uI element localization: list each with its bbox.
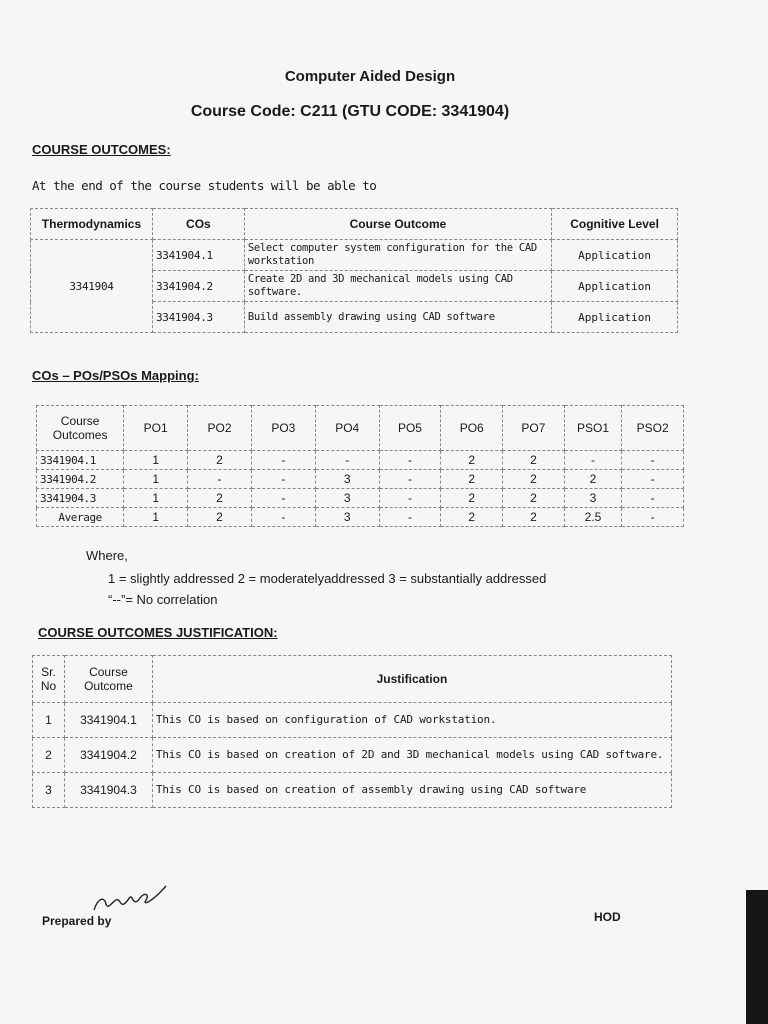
table-cell: 2 xyxy=(188,451,252,470)
table-cell: 2 xyxy=(188,508,252,527)
course-outcome-text: Build assembly drawing using CAD software xyxy=(244,302,551,333)
where-label: Where, xyxy=(86,548,128,563)
column-header: Course Outcome xyxy=(64,656,152,703)
cognitive-level: Application xyxy=(552,302,678,333)
column-header: PO5 xyxy=(379,406,441,451)
column-header: PSO2 xyxy=(622,406,684,451)
table-cell: 1 xyxy=(124,508,188,527)
justification-heading: COURSE OUTCOMES JUSTIFICATION: xyxy=(38,625,278,640)
serial-number: 1 xyxy=(33,703,65,738)
table-cell: 2 xyxy=(564,470,621,489)
correlation-legend: 1 = slightly addressed 2 = moderatelyaddressed 3 = substantially addressed xyxy=(108,571,547,586)
row-label: 3341904.3 xyxy=(37,489,124,508)
table-cell: - xyxy=(379,508,441,527)
hod-label: HOD xyxy=(594,910,621,924)
column-header: COs xyxy=(152,209,244,240)
subject-code: 3341904 xyxy=(31,240,153,333)
column-header: PO6 xyxy=(441,406,503,451)
co-code: 3341904.3 xyxy=(152,302,244,333)
table-header-row xyxy=(37,406,684,451)
table-row xyxy=(37,451,684,470)
co-code: 3341904.3 xyxy=(64,773,152,808)
co-code: 3341904.1 xyxy=(152,240,244,271)
table-cell: 2 xyxy=(503,508,565,527)
table-cell: 2 xyxy=(441,508,503,527)
row-label: 3341904.2 xyxy=(37,470,124,489)
table-header-row xyxy=(33,656,672,703)
justification-text: This CO is based on creation of 2D and 3D mechanical models using CAD software. xyxy=(152,738,671,773)
table-cell: - xyxy=(379,451,441,470)
course-outcomes-table xyxy=(30,208,678,333)
table-cell: - xyxy=(315,451,379,470)
cognitive-level: Application xyxy=(552,271,678,302)
prepared-by-label: Prepared by xyxy=(42,914,112,928)
co-code: 3341904.2 xyxy=(64,738,152,773)
row-label: Average xyxy=(37,508,124,527)
row-label: 3341904.1 xyxy=(37,451,124,470)
table-cell: 2 xyxy=(188,489,252,508)
justification-text: This CO is based on configuration of CAD workstation. xyxy=(152,703,671,738)
table-cell: 2 xyxy=(441,489,503,508)
cognitive-level: Application xyxy=(552,240,678,271)
table-cell: - xyxy=(622,489,684,508)
co-code: 3341904.1 xyxy=(64,703,152,738)
column-header: PSO1 xyxy=(564,406,621,451)
table-cell: 3 xyxy=(315,470,379,489)
table-cell: 2 xyxy=(503,451,565,470)
column-header: Sr. No xyxy=(33,656,65,703)
column-header: PO3 xyxy=(251,406,315,451)
table-cell: - xyxy=(622,470,684,489)
co-code: 3341904.2 xyxy=(152,271,244,302)
course-code: Course Code: C211 (GTU CODE: 3341904) xyxy=(190,103,510,120)
table-cell: 1 xyxy=(124,489,188,508)
table-cell: - xyxy=(622,508,684,527)
table-cell: 2 xyxy=(503,489,565,508)
column-header: PO7 xyxy=(503,406,565,451)
justification-table xyxy=(32,655,672,808)
table-cell: - xyxy=(251,489,315,508)
table-cell: 3 xyxy=(315,489,379,508)
table-row-average xyxy=(37,508,684,527)
table-row xyxy=(33,703,672,738)
mapping-heading: COs – POs/PSOs Mapping: xyxy=(32,368,199,383)
serial-number: 2 xyxy=(33,738,65,773)
table-cell: 2 xyxy=(441,470,503,489)
course-outcome-text: Select computer system configuration for the CAD workstation xyxy=(244,240,551,271)
table-cell: 2 xyxy=(441,451,503,470)
scan-edge-shadow xyxy=(746,890,768,1024)
course-outcomes-heading: COURSE OUTCOMES: xyxy=(32,142,171,157)
table-row xyxy=(31,240,678,271)
table-cell: - xyxy=(379,470,441,489)
table-cell: - xyxy=(188,470,252,489)
table-cell: 2.5 xyxy=(564,508,621,527)
table-cell: - xyxy=(251,451,315,470)
column-header: PO4 xyxy=(315,406,379,451)
column-header: Justification xyxy=(152,656,671,703)
table-header-row xyxy=(31,209,678,240)
table-cell: 2 xyxy=(503,470,565,489)
table-cell: 3 xyxy=(315,508,379,527)
column-header: Course Outcome xyxy=(244,209,551,240)
table-cell: - xyxy=(251,470,315,489)
table-cell: - xyxy=(564,451,621,470)
column-header: PO2 xyxy=(188,406,252,451)
table-row xyxy=(33,738,672,773)
co-po-mapping-table xyxy=(36,405,684,527)
column-header: Cognitive Level xyxy=(552,209,678,240)
no-correlation-legend: “--”= No correlation xyxy=(108,592,218,607)
justification-text: This CO is based on creation of assembly drawing using CAD software xyxy=(152,773,671,808)
column-header: Thermodynamics xyxy=(31,209,153,240)
table-row xyxy=(33,773,672,808)
table-cell: 3 xyxy=(564,489,621,508)
column-header: Course Outcomes xyxy=(37,406,124,451)
document-title: Computer Aided Design xyxy=(284,68,456,85)
table-cell: 1 xyxy=(124,470,188,489)
column-header: PO1 xyxy=(124,406,188,451)
table-row xyxy=(37,489,684,508)
table-cell: - xyxy=(622,451,684,470)
table-cell: 1 xyxy=(124,451,188,470)
course-outcome-text: Create 2D and 3D mechanical models using CAD software. xyxy=(244,271,551,302)
serial-number: 3 xyxy=(33,773,65,808)
table-row xyxy=(37,470,684,489)
course-outcomes-intro: At the end of the course students will be able to xyxy=(32,178,377,193)
table-cell: - xyxy=(379,489,441,508)
table-cell: - xyxy=(251,508,315,527)
